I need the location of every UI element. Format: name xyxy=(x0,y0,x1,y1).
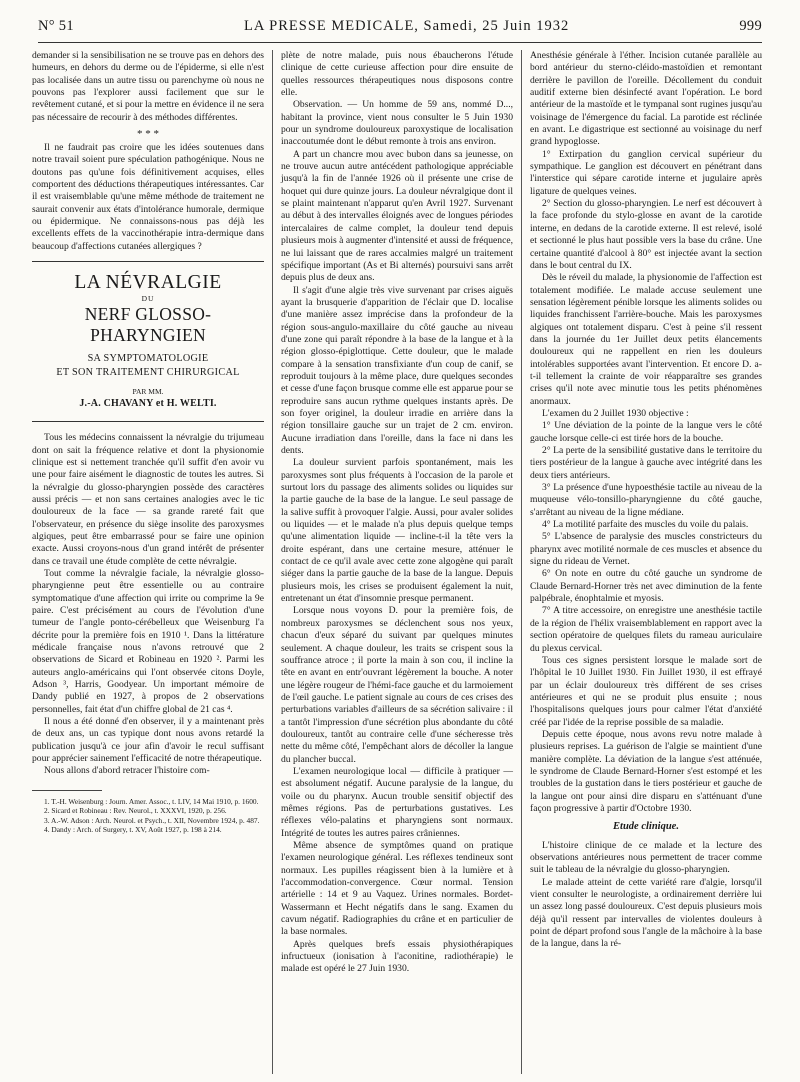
section-rule xyxy=(32,261,264,262)
page-number: 999 xyxy=(739,18,762,34)
section-heading: Etude clinique. xyxy=(613,821,679,833)
paragraph: L'examen neurologique local — difficile à pratiquer — est absolument négatif. Aucune paralysie de la langue, du voile ou du pharynx. Aucun trouble sensitif objectif des mêmes régions. Pas de perturbations gustatives. Les réflexes vélo-palatins et pharyngiens sont normaux. Intégrité de toutes les autres paires crâniennes. xyxy=(281,765,513,839)
asterism: * * * xyxy=(137,128,159,141)
paragraph: Après quelques brefs essais physiothérapiques infructueux (ionisation à l'aconitine, radiothérapie) le malade est opéré le 27 Juin 1930. xyxy=(281,938,513,975)
title-rule xyxy=(32,421,264,422)
paragraph: Il ne faudrait pas croire que les idées soutenues dans notre travail soient pure spéculation pathogénique. Nous ne doutons pas qu'une fois définitivement acquises, elles comportent des déductions thérapeutiques intéressantes. Car il est vraisemblable qu'une même méthode de traitement ne saurait convenir aux états d'intolérance humorale, dermique ou épidermique. Ne connaissons-nous pas déjà les excellents effets de la vaccinothérapie intra-dermique dans beaucoup d'affections cutanées allergiques ? xyxy=(32,142,264,252)
paragraph: Tous les médecins connaissent la névralgie du trijumeau dont on sait la fréquence relative et dont la physionomie clinique est si nettement tranchée qu'il suffit d'en avoir vu une pour faire aisément le diagnostic de toutes les autres. Si la névralgie du glosso-pharyngien possède des caractères aussi précis — et non sans certaines analogies avec le tic douloureux de la face — sa grande rareté fait que l'observateur, en présence du siège insolite des paroxysmes algiques, peut être embarrassé pour se faire une opinion exacte. Aussi croyons-nous d'un grand intérêt de présenter dans ce travail une étude complète de cette névralgie. xyxy=(32,432,264,567)
header-rule xyxy=(38,42,762,43)
journal-title: LA PRESSE MEDICALE, Samedi, 25 Juin 1932 xyxy=(244,18,570,34)
paragraph: plète de notre malade, puis nous ébaucherons l'étude clinique de cette curieuse affection pour dire ensuite de quelles ressources thérapeutiques nous disposons contre elle. xyxy=(281,50,513,99)
paragraph: Tout comme la névralgie faciale, la névralgie glosso-pharyngienne peut être essentielle ou au contraire symptomatique d'une affection qui irrite ou comprime la 9e paire. C'est précisément au cours de l'évolution d'une tumeur de l'angle ponto-cérébelleux que Weisenburg l'a décrite pour la première fois en 1910 ¹. Dans la littérature médicale française nous n'avons retrouvé que 2 observations de Sicard et Robineau en 1920 ². Parmi les auteurs anglo-américains qui l'ont observée citons Doyle, Adson ³, Harris, Goodyear. Un important mémoire de Dandy publié en 1927, à propos de 2 observations personnelles, fait état d'un chiffre global de 21 cas ⁴. xyxy=(32,567,264,715)
column-divider-1 xyxy=(272,50,273,1074)
column-2 xyxy=(281,50,513,976)
paragraph: Il s'agit d'une algie très vive survenant par crises aiguës ayant la brusquerie d'apparition de l'éclair que D. localise d'une manière assez imprécise dans la profondeur de la région sous-angulo-maxillaire du côté gauche au niveau d'une zone qui paraît répondre à la base de la langue et à la région glosso-épiglottique. Cette douleur, que le malade compare à la sensation transfixiante d'un coup de canif, se reproduit toujours à la même place, dure quelques secondes et cesse d'une façon brusque comme elle est apparue pour se reproduire sans aucun rythme quelques instants après. De son foyer originel, la douleur irradie en arrière dans la région tonsillaire gauche sur un trajet de 2 cm. environ. Aucune irradiation dans l'oreille, dans la face ni dans les dents. xyxy=(281,284,513,456)
footnote: 4. Dandy : Arch. of Surgery, t. XV, Août 1927, p. 198 à 214. xyxy=(44,825,222,834)
column-3 xyxy=(530,50,762,951)
paragraph: 5° L'absence de paralysie des muscles constricteurs du pharynx avec motilité normale de ces muscles et absence du signe du rideau de Vernet. xyxy=(530,531,762,568)
paragraph: Lorsque nous voyons D. pour la première fois, de nombreux paroxysmes se déclenchent sous nos yeux, chacun d'eux séparé du suivant par quelques minutes seulement. A chaque douleur, les traits se crispent sous la souffrance atroce ; il porte la main à son cou, il incline la tête en avant en entr'ouvrant légèrement la bouche. A noter une légère rougeur de l'hémi-face gauche et du larmoiement de l'œil gauche. Le patient signale au cours de ces crises des perturbations variables d'ailleurs de sa sécrétion salivaire : il a tantôt l'impression d'une sécrétion plus abondante du côté douloureux, tantôt au contraire celle d'une sécheresse très nette du même côté, l'empêchant alors de décoller la langue du plancher buccal. xyxy=(281,605,513,765)
paragraph: 6° On note en outre du côté gauche un syndrome de Claude Bernard-Horner très net avec diminution de la fente palpébrale, énophtalmie et myosis. xyxy=(530,568,762,605)
paragraph: 3° La présence d'une hypoesthésie tactile au niveau de la muqueuse vélo-tonsillo-pharyngienne du côté gauche, s'arrêtant au niveau de la ligne médiane. xyxy=(530,482,762,518)
paragraph: Le malade atteint de cette variété rare d'algie, lorsqu'il vient consulter le neurologiste, a ordinairement derrière lui un assez long passé douloureux. C'est depuis plusieurs mois déjà qu'il ressent par intervalles de violentes douleurs à point de départ profond sous l'angle de la mâchoire à la base de la langue, dans la ré- xyxy=(530,876,762,950)
article-title-du: DU xyxy=(141,294,155,304)
paragraph: Depuis cette époque, nous avons revu notre malade à plusieurs reprises. La guérison de l'algie se maintient d'une manière complète. La déviation de la langue s'est atténuée, le syndrome de Claude Bernard-Horner s'est estompé et les troubles de la gustation dans le tiers postérieur et gauche de la langue ont pour ainsi dire disparu en s'atténuant d'une façon progressive à partir d'Octobre 1930. xyxy=(530,728,762,814)
page-header xyxy=(38,18,762,40)
paragraph: 2° Section du glosso-pharyngien. Le nerf est découvert à la face profonde du stylo-glosse en avant de la carotide interne, en dedans de la carotide externe. Il est relevé, isolé et sectionné le plus haut possible vers la base du crâne. Une certaine quantité d'alcool à 80° est injectée avant la section dans le bout central du IX. xyxy=(530,198,762,271)
article-title-block xyxy=(32,272,264,411)
article-subtitle-2: ET SON TRAITEMENT CHIRURGICAL xyxy=(56,367,240,379)
paragraph: 2° La perte de la sensibilité gustative dans le territoire du tiers postérieur de la langue à gauche avec intégrité dans les deux tiers antérieurs. xyxy=(530,445,762,481)
paragraph: Même absence de symptômes quand on pratique l'examen neurologique général. Les réflexes tendineux sont normaux. Les pupilles réagissent bien à la lumière et à l'accommodation-convergence. Cœur normal. Tension artérielle : 14 et 9 au Vaquez. Urines normales. Bordet-Wassermann et Hecht négatifs dans le sang. Examen du cavum négatif. Radiographies du crâne et en particulier de la base normales. xyxy=(281,840,513,938)
paragraph: 1° Extirpation du ganglion cervical supérieur du sympathique. Le ganglion est découvert en pénétrant dans l'interstice qui sépare carotide interne et jugulaire après ligature de quelques veines. xyxy=(530,148,762,197)
footnote-rule xyxy=(32,790,102,791)
paragraph: La douleur survient parfois spontanément, mais les paroxysmes sont plus fréquents à l'occasion de la parole et surtout lors du passage des aliments solides ou liquides sur la partie gauche de la base de la langue. Le seul passage de la salive suffit à provoquer l'algie. Aussi, pour avaler solides ou liquides — et le malade n'a plus depuis quelque temps qu'une alimentation liquide — incline-t-il la tête vers la droite espérant, dans une certaine mesure, atténuer le contact de ce qu'il avale avec cette zone algogène qui paraît siéger dans la partie gauche de la base de la langue. Depuis plusieurs mois, les crises se produisent également la nuit, entretenant un état d'insomnie presque permanent. xyxy=(281,457,513,605)
paragraph: L'examen du 2 Juillet 1930 objective : xyxy=(542,407,689,419)
paragraph: Tous ces signes persistent lorsque le malade sort de l'hôpital le 10 Juillet 1930. Fin Juillet 1930, il est effrayé par un éclair douloureux très différent de ses crises antérieures et qui ne se produit plus ensuite ; nous l'hospitalisons quelques jours pour calmer l'état d'anxiété créé par l'idée de la reprise possible de sa maladie. xyxy=(530,654,762,728)
byline-par: PAR MM. xyxy=(132,387,164,397)
footnote: 1. T.-H. Weisenburg : Journ. Amer. Assoc., t. LIV, 14 Mai 1910, p. 1600. xyxy=(44,796,259,806)
paragraph: Nous allons d'abord retracer l'histoire com- xyxy=(44,765,210,777)
paragraph: Anesthésie générale à l'éther. Incision cutanée parallèle au bord antérieur du sterno-cléido-mastoïdien et remontant derrière le pavillon de l'oreille. Décollement du conduit auditif externe bien désinfecté avant l'opération. Le bord antérieur de la mastoïde et le tympanal sont rugines jusqu'au voisinage de l'émergence du facial. La parotide est réclinée en avant. Le digastrique est sectionné au voisinage du nerf grand hypoglosse. xyxy=(530,50,762,148)
paragraph: demander si la sensibilisation ne se trouve pas en dehors des humeurs, en dehors du derme ou de l'épiderme, si elle n'est pas localisée dans un autre tissu ou parenchyme où nous ne pouvons pas l'explorer aussi facilement que sur le revêtement cutané, et si pour la mettre en évidence il ne sera pas nécessaire de recourir à des méthodes différentes. xyxy=(32,50,264,123)
column-divider-2 xyxy=(521,50,522,1074)
observation-paragraph: Observation. — Un homme de 59 ans, nommé D..., habitant la province, vient nous consulter le 5 Juin 1930 pour un syndrome douloureux paroxystique de localisation inaccoutumée dont le début remonte à trois ans environ. xyxy=(281,99,513,148)
paragraph: A part un chancre mou avec bubon dans sa jeunesse, on ne trouve aucun autre antécédent pathologique appréciable jusqu'à la fin de l'année 1926 où il présente une crise de hoquet qui dure quinze jours. La douleur névralgique dont il se plaint maintenant n'apparut qu'en Avril 1927. Survenant au début à des intervalles éloignés avec de longues périodes intercalaires de calme complet, la douleur tend depuis plusieurs mois à augmenter d'intensité et aussi de fréquence, ne lui laissant que de rares accalmies malgré un traitement spécifique important (As et Bi alternés) poursuivi sans arrêt depuis plus de deux ans. xyxy=(281,148,513,284)
footnote: 3. A.-W. Adson : Arch. Neurol. et Psych., t. XII, Novembre 1924, p. 487. xyxy=(44,815,260,825)
column-1 xyxy=(32,50,264,834)
paragraph: Dès le réveil du malade, la physionomie de l'affection est totalement modifiée. Le malade accuse seulement une sensation légèrement pénible lorsque les aliments solides ou liquides franchissent l'arrière-bouche. Mais les paroxysmes algiques ont totalement disparu. C'est à peine s'il ressent dans la journée du 1er Juillet deux petits élancements douloureux qui ne rappellent en rien les douleurs intolérables supportées avant l'intervention. Et encore D. a-t-il tellement la crainte de voir réapparaître ses grandes crises qu'il note avec minutie tous les petits phénomènes anormaux. xyxy=(530,272,762,407)
footnote: 2. Sicard et Robineau : Rev. Neurol., t. XXXVI, 1920, p. 256. xyxy=(44,806,227,816)
paragraph: 1° Une déviation de la pointe de la langue vers le côté gauche lorsque celle-ci est tirée hors de la bouche. xyxy=(530,420,762,444)
article-title-line-2: NERF GLOSSO-PHARYNGIEN xyxy=(84,304,212,346)
article-authors: J.-A. CHAVANY et H. WELTI. xyxy=(79,398,217,410)
paragraph: 7° A titre accessoire, on enregistre une anesthésie tactile de la région de l'hélix vraisemblablement en rapport avec la section opératoire de quelques filets du rameau auriculaire du plexus cervical. xyxy=(530,605,762,654)
paragraph: Il nous a été donné d'en observer, il y a maintenant près de deux ans, un cas typique dont nous avons retardé la publication jusqu'à ce jour afin d'avoir le recul suffisant pour apprécier sainement l'efficacité de notre thérapeutique. xyxy=(32,716,264,765)
paragraph: L'histoire clinique de ce malade et la lecture des observations antérieures nous permettent de tracer comme suit le tableau de la névralgie du glosso-pharyngien. xyxy=(530,839,762,876)
article-title-line-1: LA NÉVRALGIE xyxy=(74,272,222,294)
issue-number: N° 51 xyxy=(38,18,74,34)
article-subtitle-1: SA SYMPTOMATOLOGIE xyxy=(87,353,209,365)
paragraph: 4° La motilité parfaite des muscles du voile du palais. xyxy=(542,519,749,531)
